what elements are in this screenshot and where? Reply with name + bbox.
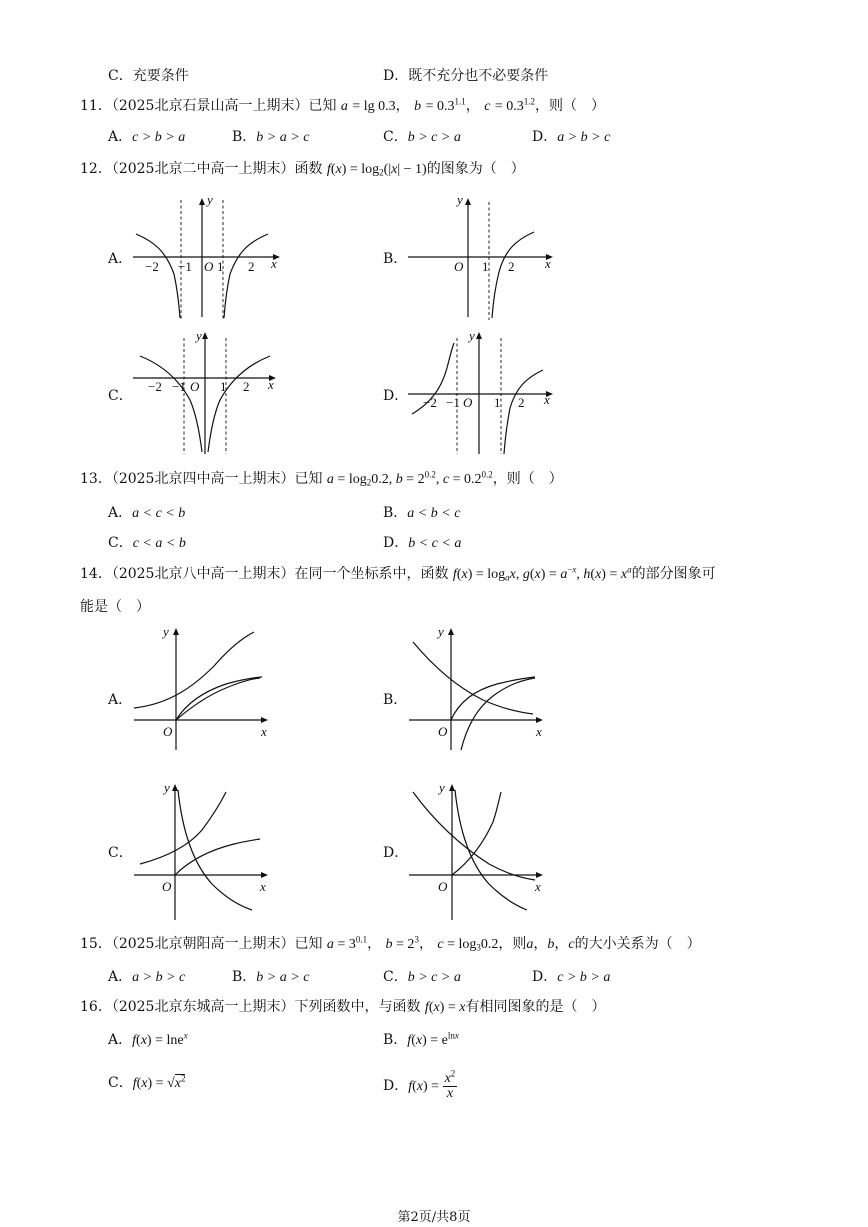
q11-stem: 11．（2025北京石景山高一上期末）已知 a = lg 0.3， $b = 0.3^{1.1}$， $c = 0.3^{1.2}$，则（ ） xyxy=(80,96,606,114)
q16-option-b: B．$f(x) = e^{lnx}$ xyxy=(383,1030,459,1048)
q12-label-a: A． xyxy=(108,251,133,267)
svg-text:O: O xyxy=(438,879,448,894)
q10-option-d: D．既不充分也不必要条件 xyxy=(383,68,549,84)
svg-text:O: O xyxy=(162,879,172,894)
q12-label-c: C． xyxy=(108,388,133,404)
svg-text:x: x xyxy=(271,256,277,271)
q16-option-c: C．$f(x) = √x^2$ xyxy=(108,1073,186,1091)
svg-text:1: 1 xyxy=(220,379,227,394)
q14-graph-a xyxy=(130,622,280,752)
q15-option-d: D．c > b > a xyxy=(532,969,611,985)
svg-text:y: y xyxy=(163,624,169,639)
q12-graph-a xyxy=(130,192,290,322)
q11-option-d: D．a > b > c xyxy=(532,129,611,145)
svg-text:−1: −1 xyxy=(178,259,192,274)
svg-text:y: y xyxy=(438,624,444,639)
svg-text:−2: −2 xyxy=(145,259,159,274)
svg-text:y: y xyxy=(469,328,475,343)
svg-text:O: O xyxy=(463,395,473,410)
svg-text:O: O xyxy=(190,379,200,394)
svg-text:1: 1 xyxy=(482,259,489,274)
q12-graph-b xyxy=(405,192,565,322)
svg-text:x: x xyxy=(268,377,274,392)
q16-option-d: D．f(x) = $\frac{x^2}{x}$ xyxy=(383,1068,456,1101)
q14-stem-line2: 能是（ ） xyxy=(80,599,150,615)
q16-stem: 16．（2025北京东城高一上期末）下列函数中，与函数 f(x) = x有相同图象的是（ ） xyxy=(80,999,606,1015)
q15-stem: 15．（2025北京朝阳高一上期末）已知 $a = 3^{0.1}$， $b = 2^3$， $c = \log_30.2$，则a，b，c的大小关系为（ ） xyxy=(80,934,701,953)
svg-text:y: y xyxy=(207,192,213,207)
q14-label-d: D． xyxy=(383,845,409,861)
svg-text:2: 2 xyxy=(508,259,515,274)
svg-text:−1: −1 xyxy=(172,379,186,394)
q12-stem: 12．（2025北京二中高一上期末）函数 $f(x) = \log_2(|x| - 1)$的图象为（ ） xyxy=(80,161,525,178)
q12-label-d: D． xyxy=(383,388,409,404)
svg-text:O: O xyxy=(204,259,214,274)
q14-label-c: C． xyxy=(108,845,133,861)
svg-text:y: y xyxy=(439,780,445,795)
q12-label-b: B． xyxy=(383,251,408,267)
q14-graph-d xyxy=(405,778,555,923)
q16-option-a: A．f(x) = lne$^x$ xyxy=(108,1030,188,1048)
q11-option-a: A．c > b > a xyxy=(108,129,186,145)
q14-graph-c xyxy=(130,778,280,923)
q11-option-c: C．b > c > a xyxy=(383,129,461,145)
q11-option-b: B．b > a > c xyxy=(232,129,310,145)
svg-text:1: 1 xyxy=(494,395,501,410)
q12-graph-d xyxy=(405,328,565,458)
q15-option-c: C．b > c > a xyxy=(383,969,461,985)
svg-text:x: x xyxy=(536,724,542,739)
q15-option-b: B．b > a > c xyxy=(232,969,310,985)
q13-option-b: B．a < b < c xyxy=(383,505,461,521)
svg-text:2: 2 xyxy=(243,379,250,394)
svg-text:O: O xyxy=(163,724,173,739)
q14-graph-b xyxy=(405,622,555,752)
q15-option-a: A．a > b > c xyxy=(108,969,186,985)
svg-text:−1: −1 xyxy=(446,395,460,410)
q13-option-c: C．c < a < b xyxy=(108,535,186,551)
q14-label-b: B． xyxy=(383,692,408,708)
svg-text:x: x xyxy=(261,724,267,739)
svg-text:2: 2 xyxy=(248,259,255,274)
svg-text:O: O xyxy=(454,259,464,274)
svg-text:2: 2 xyxy=(518,395,525,410)
page-footer: 第2页/共8页 xyxy=(397,1210,471,1225)
q10-option-c: C．充要条件 xyxy=(108,68,189,84)
q13-option-a: A．a < c < b xyxy=(108,505,186,521)
q13-stem: 13．（2025北京四中高一上期末）已知 $a = \log_20.2$, $b = 2^{0.2}$, $c = 0.2^{0.2}$，则（ ） xyxy=(80,469,563,488)
svg-text:y: y xyxy=(164,780,170,795)
q14-label-a: A． xyxy=(108,692,133,708)
q12-graph-c xyxy=(130,328,290,458)
svg-text:y: y xyxy=(457,192,463,207)
svg-text:x: x xyxy=(545,256,551,271)
svg-text:x: x xyxy=(544,392,550,407)
svg-text:−2: −2 xyxy=(423,395,437,410)
svg-text:1: 1 xyxy=(217,259,224,274)
q13-option-d: D．b < c < a xyxy=(383,535,462,551)
svg-text:−2: −2 xyxy=(148,379,162,394)
svg-text:y: y xyxy=(196,328,202,343)
svg-text:x: x xyxy=(260,879,266,894)
svg-text:O: O xyxy=(438,724,448,739)
svg-text:x: x xyxy=(535,879,541,894)
q14-stem: 14．（2025北京八中高一上期末）在同一个坐标系中，函数 $f(x) = \log_ax$, $g(x) = a^{-x}$, $h(x) = x^a$的部分图象可 xyxy=(80,564,716,583)
